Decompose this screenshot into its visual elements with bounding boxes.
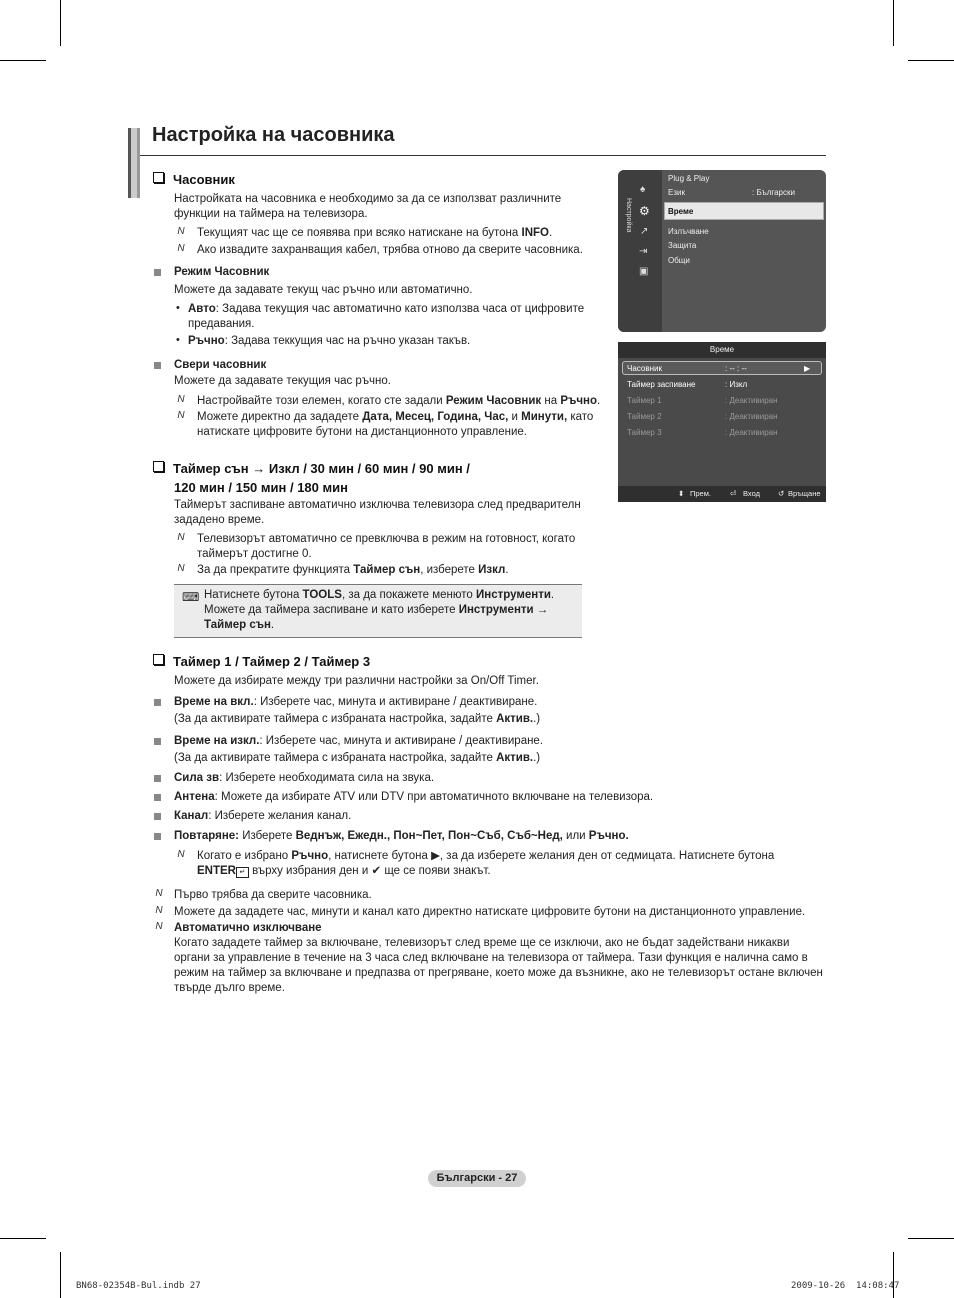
menu-item-language-value: : Български (752, 188, 795, 197)
timers-off-time: Време на изкл.: Изберете час, минута и активиране / деактивиране. (За да активирате таймера с избраната настройка, задайте Актив..) (174, 735, 544, 764)
square-bullet-icon (154, 269, 161, 276)
sleep-note-2: За да прекратите функцията Таймер сън, изберете Изкл. (197, 564, 509, 576)
general-note-1: Първо трябва да сверите часовника. (174, 889, 372, 901)
general-note-2: Можете да зададете час, минути и канал като директно натискате цифровите бутони на дистанционното управление. (174, 906, 806, 918)
clock-mode-heading: Режим Часовник (174, 266, 270, 278)
menu-item-language: Език (668, 188, 685, 197)
gear-icon: ⚙ (639, 204, 650, 218)
title-accent-bar (128, 128, 140, 198)
time-row-timer3-label: Таймер 3 (627, 428, 662, 437)
crop-mark (0, 1238, 46, 1239)
square-bullet-icon (154, 699, 161, 706)
timers-channel: Канал: Изберете желания канал. (174, 810, 352, 822)
menu-side-label: Настройка (625, 198, 632, 233)
footer-filename: BN68-02354B-Bul.indb 27 (76, 1281, 201, 1291)
note-icon: N (177, 849, 185, 860)
clock-note-2: Ако извадите захранващия кабел, трябва отново да сверите часовника. (197, 244, 583, 256)
channel-icon: ↗ (640, 226, 649, 237)
section-sleep-heading: Таймер сън → Изкл / 30 мин / 60 мин / 90 мин / 120 мин / 150 мин / 180 мин (153, 459, 470, 497)
note-icon: N (177, 226, 185, 237)
time-row-timer3-value: : Деактивиран (725, 428, 778, 437)
sleep-intro: Таймерът заспиване автоматично изключва телевизора след предварителн зададено време. (174, 499, 581, 526)
square-bullet-icon (154, 738, 161, 745)
menu-item-security: Защита (668, 241, 697, 250)
menu-item-general: Общи (668, 256, 690, 265)
tools-tip-text: Натиснете бутона TOOLS, за да покажете менюто Инструменти. Можете да таймера заспиване и като изберете Инструменти → Таймер сън. (204, 589, 555, 631)
timers-repeat: Повтаряне: Изберете Веднъж, Ежедн., Пон~Пет, Пон~Съб, Съб~Нед, или Ръчно. (174, 830, 629, 842)
time-row-timer1-label: Таймер 1 (627, 396, 662, 405)
clock-note-1: Текущият час ще се появява при всяко натискане на бутона INFO. (197, 227, 553, 239)
crop-mark (908, 60, 954, 61)
time-menu-screenshot (618, 342, 826, 502)
crop-mark (893, 1252, 894, 1298)
updown-icon: ⬍ (678, 489, 685, 498)
note-icon: N (177, 410, 185, 421)
picture-icon: ♠ (640, 184, 646, 195)
clock-set-note-2: Можете директно да зададете Дата, Месец, Година, Час, и Минути, като натискате цифровите бутони на дистанционното управление. (197, 411, 594, 438)
title-rule (140, 155, 826, 156)
section-clock-heading: Часовник (153, 172, 235, 187)
square-bullet-icon (154, 794, 161, 801)
menu-item-time: Време (668, 207, 694, 216)
note-icon: N (155, 888, 163, 899)
timers-repeat-note: Когато е избрано Ръчно, натиснете бутона ▶, за да изберете желания ден от седмицата. Натиснете бутона ENTER ↵ върху избрания ден и ✔ ще се появи знакът. (197, 850, 775, 877)
time-row-sleep-value: : Изкл (725, 380, 748, 389)
time-row-timer2-label: Таймер 2 (627, 412, 662, 421)
checkmark-icon: ✔ (371, 865, 382, 877)
sleep-note-1: Телевизорът автоматично се превключва в режим на готовност, когато таймерът достигне 0. (197, 533, 576, 560)
page-number-badge: Български - 27 (428, 1170, 526, 1187)
time-row-timer1-value: : Деактивиран (725, 396, 778, 405)
note-icon: N (155, 905, 163, 916)
square-bullet-icon (154, 775, 161, 782)
setup-menu-screenshot (618, 170, 826, 332)
checkbox-icon (153, 654, 164, 665)
crop-mark (0, 60, 46, 61)
timers-volume: Сила зв: Изберете необходимата сила на звука. (174, 772, 435, 784)
square-bullet-icon (154, 833, 161, 840)
time-row-sleep-label: Таймер заспиване (627, 380, 696, 389)
clock-manual-option: Ръчно: Задава теккущия час на ръчно указан такъв. (188, 335, 471, 347)
note-icon: N (177, 563, 185, 574)
checkbox-icon (153, 461, 164, 472)
footer-enter: Вход (743, 489, 760, 498)
return-icon: ↺ (778, 489, 785, 498)
tools-tip-box (174, 584, 582, 638)
crop-mark (60, 0, 61, 46)
enter-icon: ⏎ (730, 489, 737, 498)
time-menu-footer (618, 486, 826, 502)
clock-set-note-1: Настройвайте този елемен, когато сте задали Режим Часовник на Ръчно. (197, 395, 601, 407)
square-bullet-icon (154, 362, 161, 369)
support-icon: ▣ (639, 266, 649, 277)
clock-set-heading: Свери часовник (174, 359, 267, 371)
footer-move: Прем. (690, 489, 711, 498)
time-row-clock-value: : -- : -- (725, 364, 747, 373)
menu-item-broadcast: Излъчване (668, 227, 709, 236)
time-row-clock-label: Часовник (627, 364, 662, 373)
enter-icon: ↵ (236, 867, 249, 878)
input-icon: ⇥ (639, 246, 648, 257)
footer-datetime: 2009-10-26 ￼14:08:47 (791, 1281, 900, 1291)
note-icon: N (177, 243, 185, 254)
tools-icon: ⌨ (182, 590, 200, 604)
note-icon: N (177, 532, 185, 543)
time-row-timer2-value: : Деактивиран (725, 412, 778, 421)
clock-auto-option: Авто: Задава текущия час автоматично като използва часа от цифровите предавания. (188, 303, 585, 330)
crop-mark (893, 0, 894, 46)
menu-item-plugplay: Plug & Play (668, 174, 710, 183)
time-menu-header: Време (618, 342, 826, 358)
checkbox-icon (153, 172, 164, 183)
footer-return: Връщане (788, 489, 821, 498)
note-icon: N (155, 921, 163, 932)
general-note-3: Автоматично изключване Когато зададете таймер за включване, телевизорът след време ще се изключи, ако не бъдат задействани никакви органи за управление в течение на 3 часа след включване на телевизора от таймера. Тази функция е налична само в режим на таймер за включване и предпазва от прегряване, което може да възникне, ако не телевизорът остане включен твърде дълго време. (174, 922, 823, 994)
clock-intro: Настройката на часовника е необходимо за да се използват различните функции на таймера на телевизора. (174, 193, 562, 220)
square-bullet-icon (154, 813, 161, 820)
clock-set-text: Можете да задавате текущия час ръчно. (174, 375, 391, 387)
page-title: Настройка на часовника (152, 124, 395, 146)
timers-intro: Можете да избирате между три различни настройки за On/Off Timer. (174, 675, 539, 687)
timers-on-time: Време на вкл.: Изберете час, минута и активиране / деактивиране. (За да активирате таймера с избраната настройка, задайте Актив..) (174, 696, 541, 725)
note-icon: N (177, 394, 185, 405)
dot-bullet-icon: • (176, 334, 180, 346)
arrow-right-icon: ▶ (804, 364, 811, 373)
clock-mode-text: Можете да задавате текущ час ръчно или автоматично. (174, 284, 473, 296)
timers-antenna: Антена: Можете да избирате ATV или DTV при автоматичното включване на телевизора. (174, 791, 654, 803)
crop-mark (908, 1238, 954, 1239)
section-timers-heading: Таймер 1 / Таймер 2 / Таймер 3 (153, 654, 370, 669)
dot-bullet-icon: • (176, 302, 180, 314)
crop-mark (60, 1252, 61, 1298)
